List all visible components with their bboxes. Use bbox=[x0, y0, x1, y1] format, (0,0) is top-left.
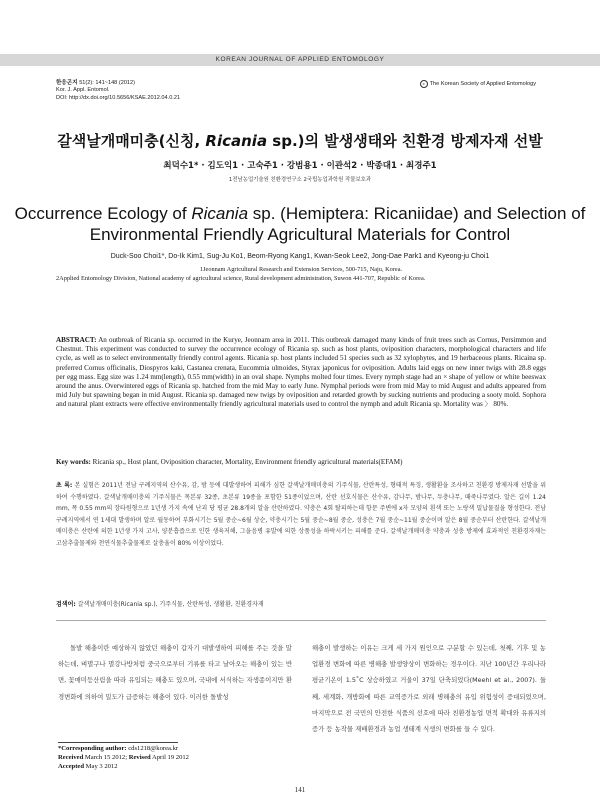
body-column-right: 해충이 발생하는 이유는 크게 세 가지 원인으로 구분할 수 있는데, 첫째, 기후 및 농업환경 변화에 따른 병해충 발생양상이 변화하는 경우이다. 지난 100년간 우리나라 평균기온이 1.5˚C 상승하였고 거울이 37일 단축되었다(Meehl et al., 2007). 둘째, 세계화, 개방화에 따른 교역증가로 외래 병해충의 유입 위험성이 증대되었으며, 마지막으로 전 국민의 안전한 식품의 선호에 따라 친환경농업 면적 확대와 유류지의 증가 등 농작물 재배환경과 농업 생태계 식생의 변화를 들 수 있다. bbox=[312, 644, 546, 734]
revised-date: April 19 2012 bbox=[151, 753, 189, 761]
page-number: 141 bbox=[294, 786, 306, 794]
korean-title: 갈색날개매미충(신칭, Ricania sp.)의 발생생태와 친환경 방제자재 선발 bbox=[57, 132, 543, 150]
journal-banner: KOREAN JOURNAL OF APPLIED ENTOMOLOGY bbox=[0, 54, 600, 66]
korean-keywords-label: 검색어: bbox=[56, 601, 76, 608]
body-column-left: 돌발 해충이란 예상하지 않았던 해충이 갑자기 대발생하여 피해를 주는 것을 말하는데, 벼멸구나 멸강나방처럼 중국으로부터 기류를 타고 날아오는 해충이 있는 반면, 꽃매미등산림을 따라 유입되는 해충도 있으며, 국내에 서식하는 자생종이지만 환경변화에 의하여 밀도가 급증하는 해충이 있다. 이러한 돌발성 bbox=[58, 644, 292, 701]
korean-abstract-label: 초 록: bbox=[56, 482, 73, 489]
journal-volume: 51(2): 141~148 (2012) bbox=[79, 80, 136, 86]
english-title: Occurrence Ecology of Ricania sp. (Hemiptera: Ricaniidae) and Selection of Environmental Friendly Agricultural Materials for Control bbox=[14, 204, 586, 244]
corresponding-author-label: *Corresponding author: bbox=[58, 745, 127, 752]
korean-abstract bbox=[56, 480, 546, 550]
copyright-icon: c bbox=[420, 80, 428, 88]
abstract-text: An outbreak of Ricania sp. occurred in the Kurye, Jeonnam area in 2011. This outbreak damaged many kinds of fruit trees such as Cornus, Persimmon and Chestnut. This experiment was conducted to survey the occurrence ecology of Ricania sp. such as host plants, oviposition characters, morphological characters and life cycle, as well as to select environmentally friendly control agents. Ricania sp. host plants included 51 species such as 32 xylophytes, and 19 herbaceous plants. Ricaina sp. preferred Cornus officinalis, Diospyros kaki, Castanea crenata, Eucommia ulmoides, Styrax japonicus for oviposition. Adults laid eggs on new inner twigs with 28.8 eggs per egg mass. Egg size was 1.24 mm(length), 0.55 mm(width) in an oval shape. Nymphs molted four times. Every nymph stage had an × shape of yellow or white beeswax around the anus. Overwintered eggs of Ricania sp. hatched from the mid May to early June. Nymphal periods were from mid May to mid August and adults appeared from mid July but spawning began in mid August. Ricania sp. damaged new twigs by oviposition and retarded growth by sucking nutrients and producing a sooty mold. Sophora and natural plant extracts were effective environmentally friendly agricultural materials used to control the nymph and adult Ricania sp. Mortality was 〉 80%. bbox=[56, 336, 546, 409]
english-abstract bbox=[56, 336, 546, 410]
keywords-text: Ricania sp., Host plant, Oviposition character, Mortality, Environment friendly agricultural materials(EFAM) bbox=[92, 458, 403, 466]
received-date: March 15 2012; bbox=[84, 753, 128, 761]
korean-keywords bbox=[56, 600, 546, 609]
korean-abstract-text: 본 실험은 2011년 전남 구례지역의 산수유, 감, 밤 등에 대발생하여 피해가 심한 갈색날개매미충의 기주식물, 산란특성, 형태적 특징, 생활환을 조사하고 친환경 방제자재 선발을 위하여 수행하였다. 갈색날개매미충의 기주식물은 목본류 32종, 초본류 19종을 포함한 51종이었으며, 산란 선호식물은 산수유, 감나무, 밤나무, 두충나무, 때죽나무였다. 알은 길이 1.24 mm, 폭 0.55 mm의 장타원형으로 1년생 가지 속에 난괴 당 평균 28.8개의 알을 산란하였다. 약충은 4회 탈피하는데 항문 주변에 x자 모양의 흰색 또는 노랑색 밀납물질을 형성한다. 전남 구례지역에서 연 1세대 발생하며 알로 월동하여 부화시기는 5월 중순~6월 상순, 약충시기는 5월 중순~8월 중순, 성충은 7월 중순~11월 중순이며 알은 8월 중순부터 산란한다. 갈색날개매미충은 산란에 의한 1년생 가지 고사, 양분흡즙으로 인한 생육저해, 그을음병 유발에 의한 상품성을 하락시키는 피해를 준다. 갈색날개매미충 약충과 성충 방제에 효과적인 친환경자재는 고삼추출물제와 천연식물추출물제로 살충율이 80% 이상이었다. bbox=[56, 482, 546, 547]
english-authors: Duck-Soo Choi1*, Do-Ik Kim1, Sug-Ju Ko1, Beom-Ryong Kang1, Kwan-Seok Lee2, Jong-Dae Park1 and Kyeong-ju Choi1 bbox=[110, 253, 490, 260]
footnote-rule bbox=[58, 742, 178, 743]
keywords-label: Key words: bbox=[56, 458, 91, 466]
affiliation-2: 2Applied Entomology Division, National academy of agricultural science, Rural development administration, Suwon 441-707, Republic of Korea. bbox=[56, 275, 426, 282]
correspondence-footnote: *Corresponding author: cds1218@korea.kr Received March 15 2012; Revised April 19 2012 Accepted May 3 2012 bbox=[58, 745, 189, 770]
doi-link[interactable]: DOI: http://dx.doi.org/10.5656/KSAE.2012.04.0.21 bbox=[56, 94, 181, 101]
journal-name-ko: 한응곤지 bbox=[56, 80, 78, 86]
journal-abbrev: Kor. J. Appl. Entomol. bbox=[56, 87, 110, 94]
copyright-notice bbox=[420, 80, 536, 88]
korean-keywords-text: 갈색날개매미충(Ricania sp.), 기주식물, 산란특성, 생활환, 친환경자재 bbox=[77, 601, 264, 608]
section-divider bbox=[56, 620, 546, 621]
citation-block bbox=[56, 80, 180, 102]
copyright-text: The Korean Society of Applied Entomology bbox=[429, 81, 536, 87]
korean-authors: 최덕수1* · 김도익1 · 고숙주1 · 강범용1 · 이관석2 · 박종대1 · 최경주1 bbox=[163, 161, 437, 171]
corresponding-email[interactable]: cds1218@korea.kr bbox=[128, 745, 179, 752]
affiliation-1: 1Jeonnam Agricultural Research and Extension Services, 500-715, Naju, Korea. bbox=[199, 266, 403, 273]
abstract-label: ABSTRACT: bbox=[56, 336, 97, 344]
korean-affiliation: 1전남농업기술원 친환경연구소 2국립농업과학원 작물보호과 bbox=[228, 177, 372, 183]
english-keywords bbox=[56, 458, 546, 467]
accepted-date: May 3 2012 bbox=[85, 762, 118, 770]
